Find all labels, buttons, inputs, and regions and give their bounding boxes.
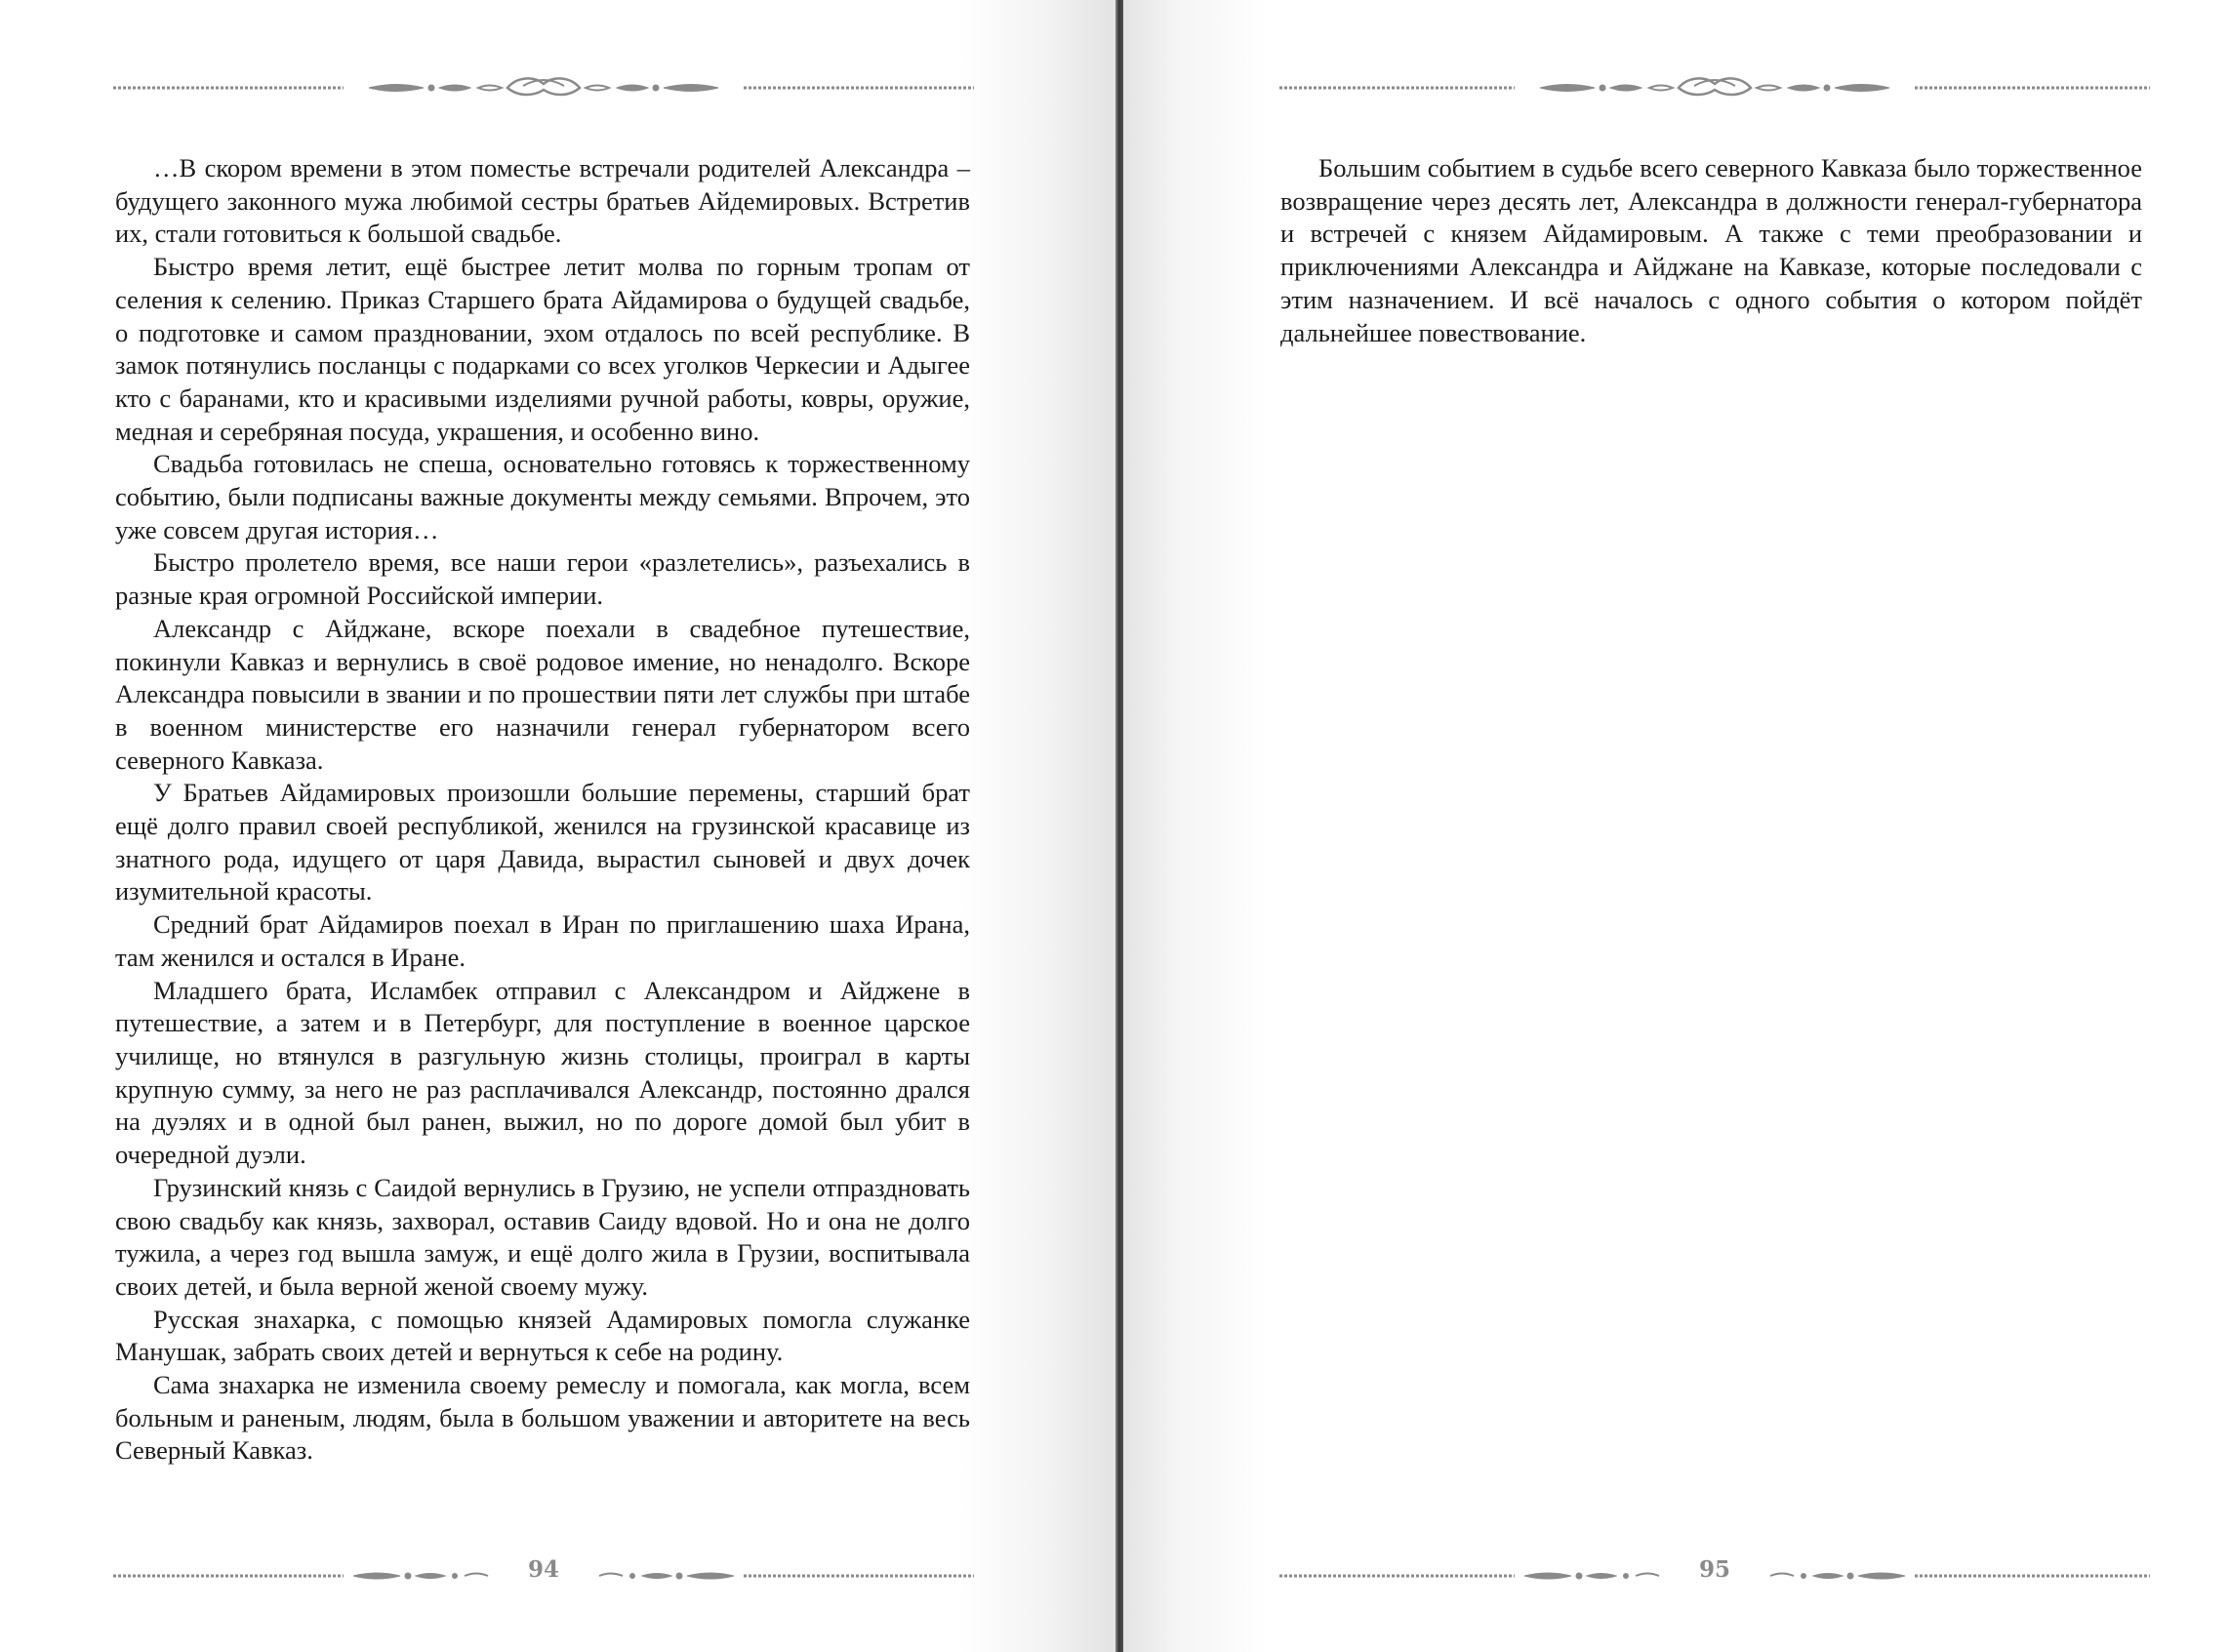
paragraph: Средний брат Айдамиров поехал в Иран по приглашению шаха Ирана, там женился и остался в Иране. — [115, 909, 970, 972]
right-page-body — [1280, 152, 2142, 349]
paragraph: …В скором времени в этом поместье встречали родителей Александра – будущего законного мужа любимой сестры братьев Айдемировых. Встретив их, стали готовиться к большой свадьбе. — [115, 153, 970, 249]
page-number: 95 — [1698, 1556, 1730, 1583]
scroll-ornament-icon — [113, 74, 974, 98]
paragraph: Свадьба готовилась не спеша, основательно готовясь к торжественному событию, были подписаны важные документы между семьями. Впрочем, это уже совсем другая история… — [115, 449, 970, 544]
book-gutter — [1115, 0, 1123, 1652]
paragraph: Младшего брата, Исламбек отправил с Александром и Айджене в путешествие, а затем и в Петербург, для поступление в военное царское училище, но втянулся в разгульную жизнь столицы, проиграл в карты крупную сумму, за него не раз расплачивался Александр, постоянно дрался на дуэлях и в одной был ранен, выжил, но по дороге домой был убит в очередной дуэли. — [115, 975, 970, 1170]
right-page — [1123, 0, 2229, 1652]
paragraph: У Братьев Айдамировых произошли большие перемены, старший брат ещё долго правил своей республикой, женился на грузинской красавице из знатного рода, идущего от царя Давида, вырастил сыновей и двух дочек изумительной красоты. — [115, 778, 970, 907]
paragraph: Александр с Айджане, вскоре поехали в свадебное путешествие, покинули Кавказ и вернулись в своё родовое имение, но ненадолго. Вскоре Александра повысили в звании и по прошествии пяти лет службы при штабе в военном министерстве его назначили генерал губернатором всего северного Кавказа. — [115, 613, 970, 775]
header-ornament — [113, 74, 974, 98]
page-number: 94 — [527, 1556, 559, 1583]
left-page-body — [115, 152, 970, 1468]
paragraph: Сама знахарка не изменила своему ремеслу и помогала, как могла, всем больным и раненым, людям, была в большом уважении и авторитете на весь Северный Кавказ. — [115, 1370, 970, 1466]
paragraph: Русская знахарка, с помощью князей Адамировых помогла служанке Манушак, забрать своих детей и вернуться к себе на родину. — [115, 1304, 970, 1367]
paragraph: Грузинский князь с Саидой вернулись в Грузию, не успели отпраздновать свою свадьбу как князь, захворал, оставив Саиду вдовой. Но и она не долго тужила, а через год вышла замуж, и ещё долго жила в Грузии, воспитывала своих детей, и была верной женой своему мужу. — [115, 1172, 970, 1301]
header-ornament — [1279, 74, 2150, 98]
scroll-ornament-icon — [1279, 74, 2150, 98]
paragraph: Большим событием в судьбе всего северного Кавказа было торжественное возвращение через десять лет, Александра в должности генерал-губернатора и встречей с князем Айдамировым. А также с теми преобразовании и приключениями Александра и Айджане на Кавказе, которые последовали с этим назначением. И всё началось с одного события о котором пойдёт дальнейшее повествование. — [1280, 153, 2142, 347]
paragraph: Быстро пролетело время, все наши герои «разлетелись», разъехались в разные края огромной Российской империи. — [115, 547, 970, 611]
paragraph: Быстро время летит, ещё быстрее летит молва по горным тропам от селения к селению. Приказ Старшего брата Айдамирова о будущей свадьбе, о подготовке и самом праздновании, эхом отдалось по всей республике. В замок потянулись посланцы с подарками со всех уголков Черкесии и Адыгее кто с баранами, кто и красивыми изделиями ручной работы, ковры, оружие, медная и серебряная посуда, украшения, и особенно вино. — [115, 252, 970, 446]
